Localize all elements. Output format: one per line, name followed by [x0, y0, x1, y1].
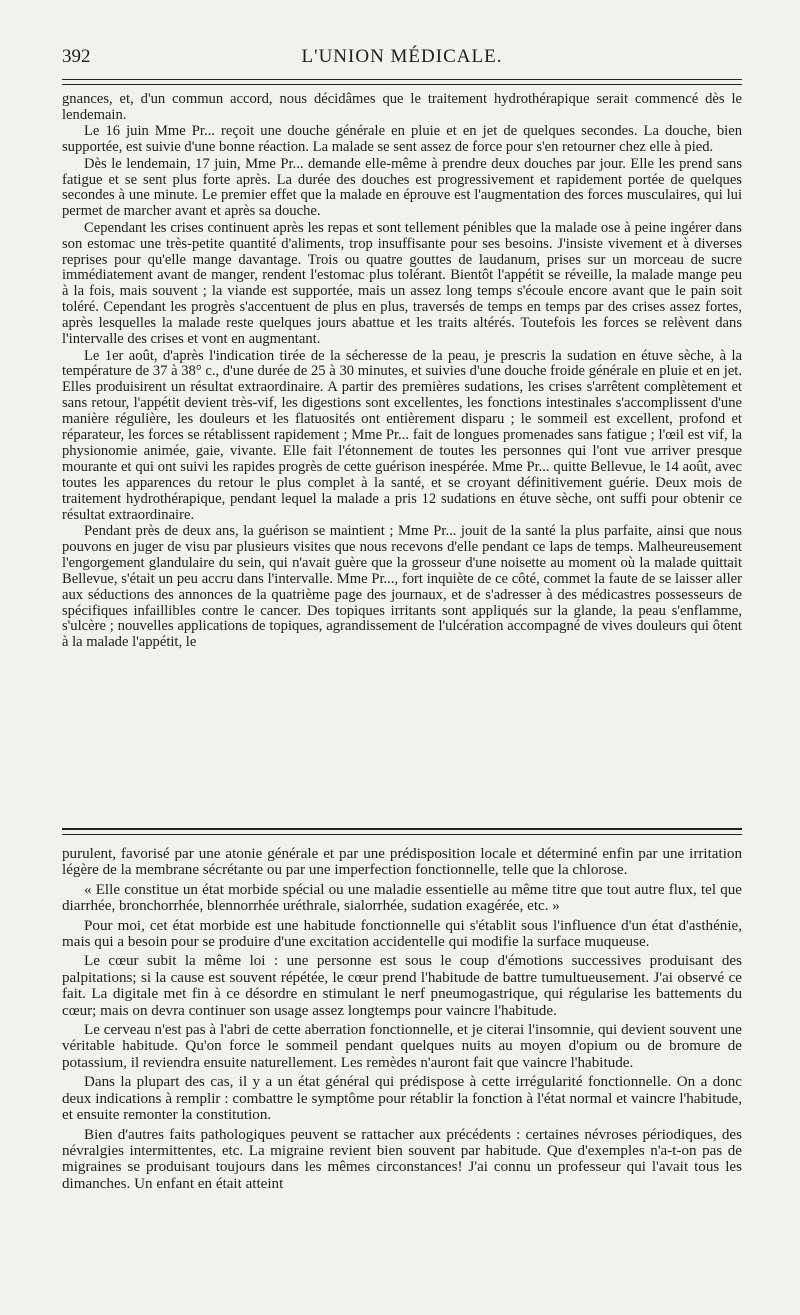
section-divider [62, 828, 742, 830]
paragraph: Pendant près de deux ans, la guérison se maintient ; Mme Pr... jouit de la santé la plus parfaite, ainsi que nous pouvons en juger de visu par plusieurs visites que nous recevons d'elle pendant ce laps de temps. Malheureusement l'engorgement glandulaire du sein, qui n'avait guère que la grosseur d'une noisette au moment où la malade quittait Bellevue, s'était un peu accru dans l'intervalle. Mme Pr..., fort inquiète de ce côté, commet la faute de se laisser aller aux séductions des annonces de la quatrième page des journaux, et de s'adresser à des médicastres possesseurs de spécifiques infaillibles contre le cancer. Des topiques irritants sont appliqués sur la glande, la peau s'enflamme, s'ulcère ; nouvelles applications de topiques, agrandissement de l'ulcération accompagné de vives douleurs qui ôtent à la malade l'appétit, le [62, 522, 742, 651]
section-divider-thin [62, 834, 742, 835]
paragraph: Cependant les crises continuent après les repas et sont tellement pénibles que la malade ose à peine ingérer dans son estomac une très-petite quantité d'aliments, trop insuffisante pour ses besoins. J'insiste vivement et à diverses reprises pour qu'elle mange davantage. Trois ou quatre gouttes de laudanum, prises sur un morceau de sucre immédiatement avant de manger, rendent l'estomac plus tolérant. Bientôt l'appétit se réveille, la malade mange peu à la fois, mais souvent ; la viande est supportée, mais un assez long temps s'écoule encore avant que le pain soit toléré. Cependant les progrès s'accentuent de plus en plus, traversés de temps en temps par des crises assez fortes, après lesquelles la malade reste quelques jours abattue et les traits altérés. Toutefois les forces se relèvent dans l'intervalle des crises et vont en augmentant. [62, 219, 742, 348]
paragraph: Le cerveau n'est pas à l'abri de cette aberration fonctionnelle, et je citerai l'insomnie, qui devient souvent une véritable habitude. Qu'on force le sommeil pendant quelques nuits au moyen d'opium ou de bromure de potassium, il reviendra ensuite naturellement. Les remèdes n'auront fait que vaincre l'habitude. [62, 1022, 742, 1071]
page-header [62, 44, 742, 74]
paragraph: « Elle constitue un état morbide spécial ou une maladie essentielle au même titre que tout autre flux, tel que diarrhée, bronchorrhée, blennorrhée uréthrale, sialorrhée, sudation exagérée, etc. » [62, 881, 742, 915]
header-rule [62, 79, 742, 80]
paragraph: gnances, et, d'un commun accord, nous décidâmes que le traitement hydrothérapique serait commencé dès le lendemain. [62, 91, 742, 123]
upper-text-section [62, 92, 742, 652]
header-rule-thin [62, 84, 742, 85]
paragraph: Bien d'autres faits pathologiques peuvent se rattacher aux précédents : certaines névroses périodiques, des névralgies intermittentes, etc. La migraine revient bien souvent par habitude. Que d'exemples n'a-t-on pas de migraines se produisant toujours dans les mêmes circonstances! J'ai connu un professeur qui l'avait tous les dimanches. Un enfant en était atteint [62, 1126, 742, 1192]
paragraph: Le 1er août, d'après l'indication tirée de la sécheresse de la peau, je prescris la sudation en étuve sèche, à la température de 37 à 38° c., d'une durée de 25 à 30 minutes, et suivies d'une douche froide générale en pluie et en jet. Elles produisirent un résultat extraordinaire. A partir des premières sudations, les crises s'arrêtent complètement et sans retour, l'appétit devient très-vif, les digestions sont excellentes, les fonctions intestinales s'accomplissent d'une manière régulière, les douleurs et les flatuosités ont entièrement disparu ; le sommeil est excellent, profond et réparateur, les forces se rétablissent rapidement ; Mme Pr... fait de longues promenades sans fatigue ; l'œil est vif, la physionomie animée, gaie, vivante. Elle fait l'étonnement de toutes les personnes qui l'ont vue arriver presque mourante et qui ont suivi les rapides progrès de cette guérison inespérée. Mme Pr... quitte Bellevue, le 14 août, avec toutes les apparences du retour le plus complet à la santé, et se croyant définitivement guérie. Deux mois de traitement hydrothérapique, pendant lequel la malade a pris 12 sudations en étuve sèche, ont suffi pour obtenir ce résultat extraordinaire. [62, 347, 742, 523]
paragraph: Dans la plupart des cas, il y a un état général qui prédispose à cette irrégularité fonctionnelle. On a donc deux indications à remplir : combattre le symptôme pour rétablir la fonction à l'état normal et vaincre l'habitude, et ensuite remonter la constitution. [62, 1074, 742, 1124]
running-title: L'UNION MÉDICALE. [301, 46, 503, 67]
paragraph: Dès le lendemain, 17 juin, Mme Pr... demande elle-même à prendre deux douches par jour. Elle les prend sans fatigue et se sent plus forte après. La durée des douches est progressivement et rapidement portée de quelques secondes à une minute. Le premier effet que la malade en éprouve est l'augmentation des forces musculaires, qui lui permet de marcher avant et après sa douche. [62, 155, 742, 220]
paragraph: Le cœur subit la même loi : une personne est sous le coup d'émotions successives produisant des palpitations; si la cause est souvent répétée, le cœur prend l'habitude de battre tumultueusement. J'ai observé ce fait. La digitale met fin à ce désordre en stimulant le nerf pneumogastrique, qui régularise les battements du cœur; mais on devra continuer son usage assez longtemps pour vaincre l'habitude. [62, 953, 742, 1019]
paragraph: Pour moi, cet état morbide est une habitude fonctionnelle qui s'établit sous l'influence d'un état d'asthénie, mais qui a besoin pour se produire d'une excitation accidentelle qui modifie la surface muqueuse. [62, 917, 742, 951]
paragraph: Le 16 juin Mme Pr... reçoit une douche générale en pluie et en jet de quelques secondes. La douche, bien supportée, est suivie d'une bonne réaction. La malade se sent assez de force pour s'en retourner chez elle à pied. [62, 123, 742, 156]
page-number: 392 [62, 46, 91, 67]
lower-text-section [62, 846, 742, 1195]
paragraph: purulent, favorisé par une atonie générale et par une prédisposition locale et déterminé enfin par une irritation légère de la membrane sécrétante ou par une imperfection fonctionnelle, telle que la chlorose. [62, 846, 742, 879]
